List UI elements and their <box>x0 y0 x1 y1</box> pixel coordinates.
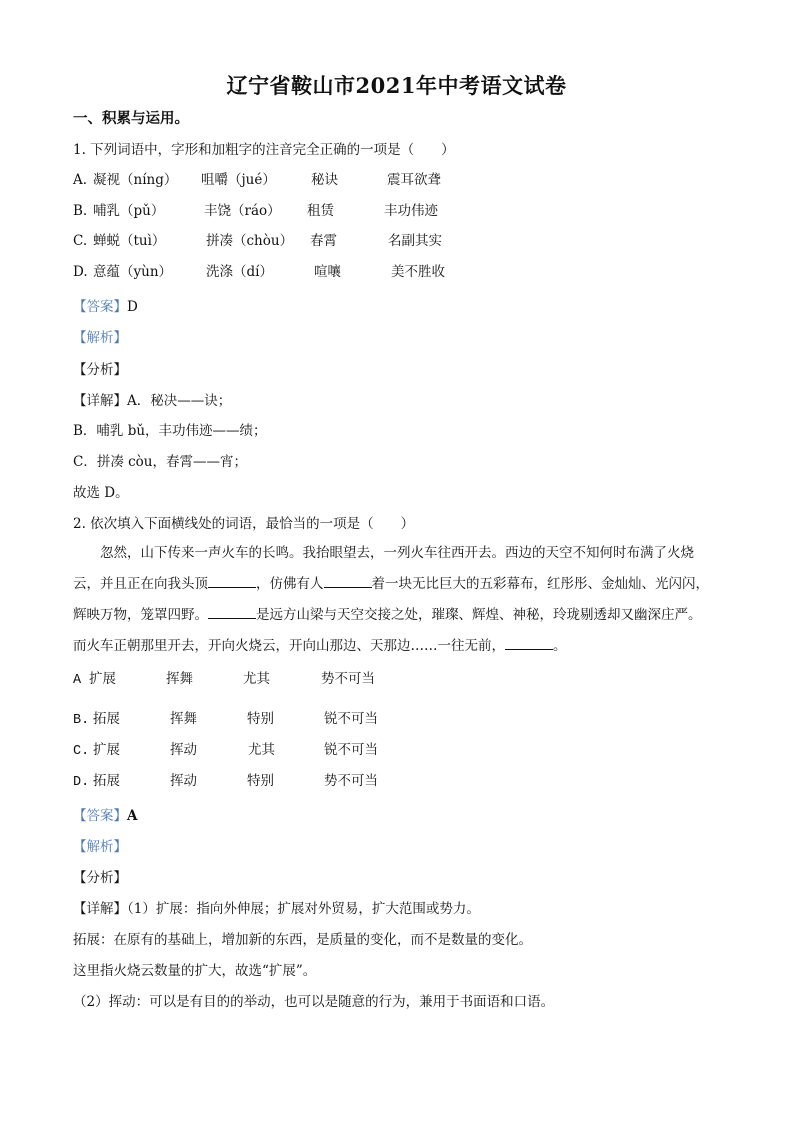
analysis-label: 【解析】 <box>73 839 127 855</box>
analysis-label: 【解析】 <box>73 330 127 346</box>
detail-line: （2）挥动：可以是有目的的举动，也可以是随意的行为，兼用于书面语和口语。 <box>73 994 555 1010</box>
blank-2 <box>324 573 372 588</box>
detail-line: 这里指火烧云数量的扩大，故选“扩展”。 <box>73 963 317 979</box>
detail-line: C．拼凑 còu，春霄——宵； <box>73 454 248 470</box>
answer-value: D <box>127 299 138 315</box>
detail-line: B．哺乳 bǔ，丰功伟迹——绩； <box>73 423 267 439</box>
blank-4 <box>505 635 553 650</box>
detail-line: 故选 D。 <box>73 485 129 501</box>
section-heading: 一、积累与运用。 <box>73 110 189 127</box>
fenxi-label: 【分析】 <box>73 362 127 378</box>
answer-label: 【答案】 <box>73 808 127 824</box>
question-2-stem: 2. 依次填入下面横线处的词语，最恰当的一项是（ ） <box>73 516 415 532</box>
blank-1 <box>208 573 256 588</box>
page-title: 辽宁省鞍山市2021年中考语文试卷 <box>226 73 567 98</box>
answer-label: 【答案】 <box>73 299 127 315</box>
fenxi-label: 【分析】 <box>73 870 127 886</box>
detail-line: 【详解】（1）扩展：指向外伸展；扩展对外贸易，扩大范围或势力。 <box>73 901 480 917</box>
question-2-passage: 忽然，山下传来一声火车的长鸣。我抬眼望去，一列火车往西开去。西边的天空不知何时布满了火烧 云，并且正在向我头顶 ，仿佛有人 着一块无比巨大的五彩幕布，红彤彤、金灿灿、光闪闪， 辉映万物，笼罩四野。 是远方山梁与天空交接之处，璀璨、辉煌、神秘，玲珑剔透却又幽深庄严。 而火车正朝那里开去，开向火烧云，开向山那边、天那边……一往无前， 。 <box>73 545 709 654</box>
detail-line: 【详解】A．秘决——诀； <box>73 393 232 409</box>
answer-value: A <box>127 808 138 824</box>
question-1-stem: 1. 下列词语中，字形和加粗字的注音完全正确的一项是（ ） <box>73 142 455 158</box>
detail-line: 拓展：在原有的基础上，增加新的东西，是质量的变化，而不是数量的变化。 <box>73 932 532 948</box>
blank-3 <box>208 604 256 619</box>
answer-line <box>73 807 137 825</box>
answer-line <box>73 298 138 316</box>
